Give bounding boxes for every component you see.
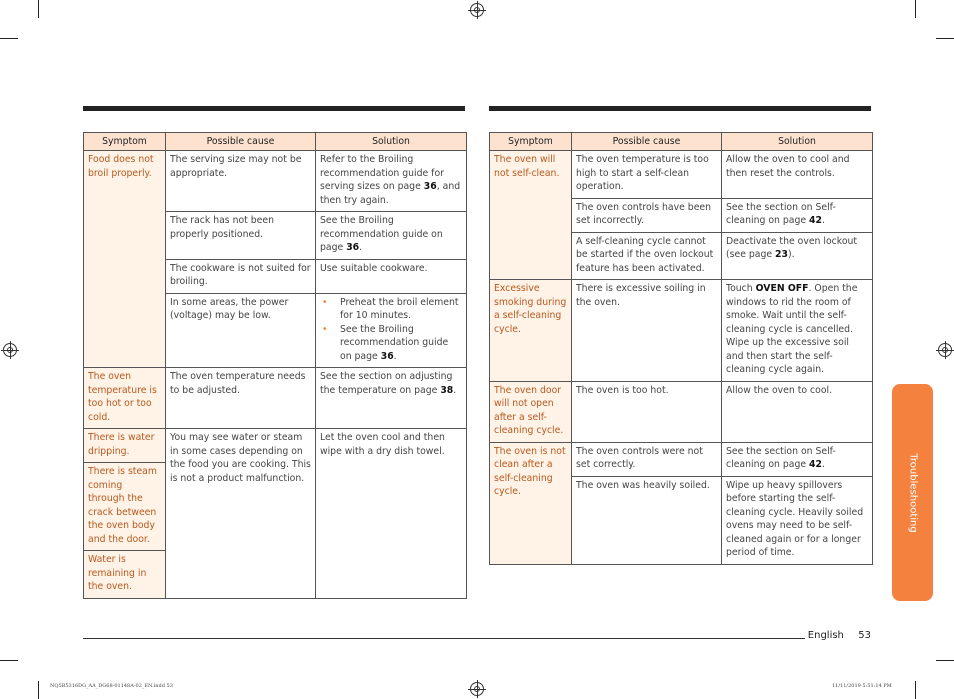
cause-cell: The cookware is not suited for broiling. [166,259,316,293]
registration-mark-icon [3,343,17,357]
cause-cell: The rack has not been properly positioned. [166,212,316,260]
cause-cell: The oven was heavily soiled. [572,476,722,564]
column-header-cause: Possible cause [166,133,316,151]
section-rule [489,106,871,111]
troubleshooting-table-right [489,132,873,565]
table-row [490,280,873,382]
page-reference: 36 [380,350,394,362]
table-row [84,429,467,463]
section-rule [83,106,465,111]
cause-cell: The oven temperature needs to be adjusted. [166,368,316,429]
list-item: • See the Broiling recommendation guide on page 36. [340,323,462,364]
solution-cell: Deactivate the oven lockout (see page 23). [722,232,873,280]
solution-cell: See the section on Self-cleaning on page 42. [722,198,873,232]
footer-rule [83,638,805,639]
bullet-list [320,296,462,364]
print-slug-file: NQ5B5316DG_AA_DG68-01148A-02_EN.indd 53 [50,683,173,689]
table-row [490,151,873,199]
cause-cell: The oven is too hot. [572,381,722,442]
table-row [84,151,467,212]
section-side-tab [892,384,933,601]
table-header-row [490,133,873,151]
print-slug-date: 11/11/2019 5:51:14 PM [832,683,892,689]
crop-mark [936,660,954,661]
side-tab-label: Troubleshooting [907,452,918,533]
column-header-solution: Solution [722,133,873,151]
cause-cell: The oven temperature is too high to start a self-clean operation. [572,151,722,199]
solution-cell: Allow the oven to cool and then reset the controls. [722,151,873,199]
page-reference: 42 [809,459,822,470]
registration-mark-icon [938,343,952,357]
solution-cell: Touch OVEN OFF. Open the windows to rid the room of smoke. Wait until the self-cleaning cycle is cancelled. Wipe up the excessive soil and then start the self-cleaning cycle again. [722,280,873,382]
cause-cell: The oven controls were not set correctly. [572,442,722,476]
page-footer [808,630,871,641]
crop-mark [936,38,954,39]
cause-cell: There is excessive soiling in the oven. [572,280,722,382]
symptom-cell: The oven is not clean after a self-cleaning cycle. [490,442,572,564]
page-reference: 36 [423,181,437,192]
column-header-symptom: Symptom [84,133,166,151]
cause-cell: You may see water or steam in some cases depending on the food you are cooking. This is not a product malfunction. [166,429,316,599]
symptom-cell: The oven door will not open after a self-cleaning cycle. [490,381,572,442]
crop-mark [915,0,916,18]
crop-mark [38,0,39,18]
symptom-cell: Excessive smoking during a self-cleaning cycle. [490,280,572,382]
solution-cell: Use suitable cookware. [316,259,467,293]
page-reference: 23 [775,249,788,260]
footer-language: English [807,630,844,641]
solution-cell: Allow the oven to cool. [722,381,873,442]
cause-cell: In some areas, the power (voltage) may be low. [166,293,316,368]
page-reference: 36 [346,242,360,253]
symptom-cell: Food does not broil properly. [84,151,166,368]
column-header-symptom: Symptom [490,133,572,151]
page-number: 53 [858,630,871,641]
solution-cell: Refer to the Broiling recommendation guide for serving sizes on page 36, and then try again. [316,151,467,212]
list-item: • Preheat the broil element for 10 minutes. [340,296,462,323]
cause-cell: A self-cleaning cycle cannot be started if the oven lockout feature has been activated. [572,232,722,280]
registration-mark-icon [470,682,484,696]
cause-cell: The oven controls have been set incorrectly. [572,198,722,232]
page-reference: 38 [440,384,454,396]
crop-mark [0,38,18,39]
crop-mark [0,660,18,661]
solution-cell: Let the oven cool and then wipe with a dry dish towel. [316,429,467,599]
symptom-cell: There is water dripping. [84,429,166,463]
cause-cell: The serving size may not be appropriate. [166,151,316,212]
table-row [490,442,873,476]
solution-cell [316,293,467,368]
solution-cell: Wipe up heavy spillovers before starting the self-cleaning cycle. Heavily soiled ovens may need to be self-cleaned again or for a longer period of time. [722,476,873,564]
column-header-cause: Possible cause [572,133,722,151]
page-reference: 42 [809,215,822,226]
table-row [84,368,467,429]
table-row [490,381,873,442]
solution-cell: See the section on adjusting the temperature on page 38. [316,368,467,429]
solution-cell: See the section on Self-cleaning on page 42. [722,442,873,476]
symptom-cell: Water is remaining in the oven. [84,551,166,599]
column-header-solution: Solution [316,133,467,151]
symptom-cell: There is steam coming through the crack between the oven body and the door. [84,463,166,551]
table-header-row [84,133,467,151]
symptom-cell: The oven temperature is too hot or too cold. [84,368,166,429]
symptom-cell: The oven will not self-clean. [490,151,572,280]
crop-mark [915,681,916,699]
solution-cell: See the Broiling recommendation guide on page 36. [316,212,467,260]
registration-mark-icon [470,3,484,17]
crop-mark [38,681,39,699]
button-name-oven-off: OVEN OFF [755,283,809,294]
troubleshooting-table-left [83,132,467,599]
